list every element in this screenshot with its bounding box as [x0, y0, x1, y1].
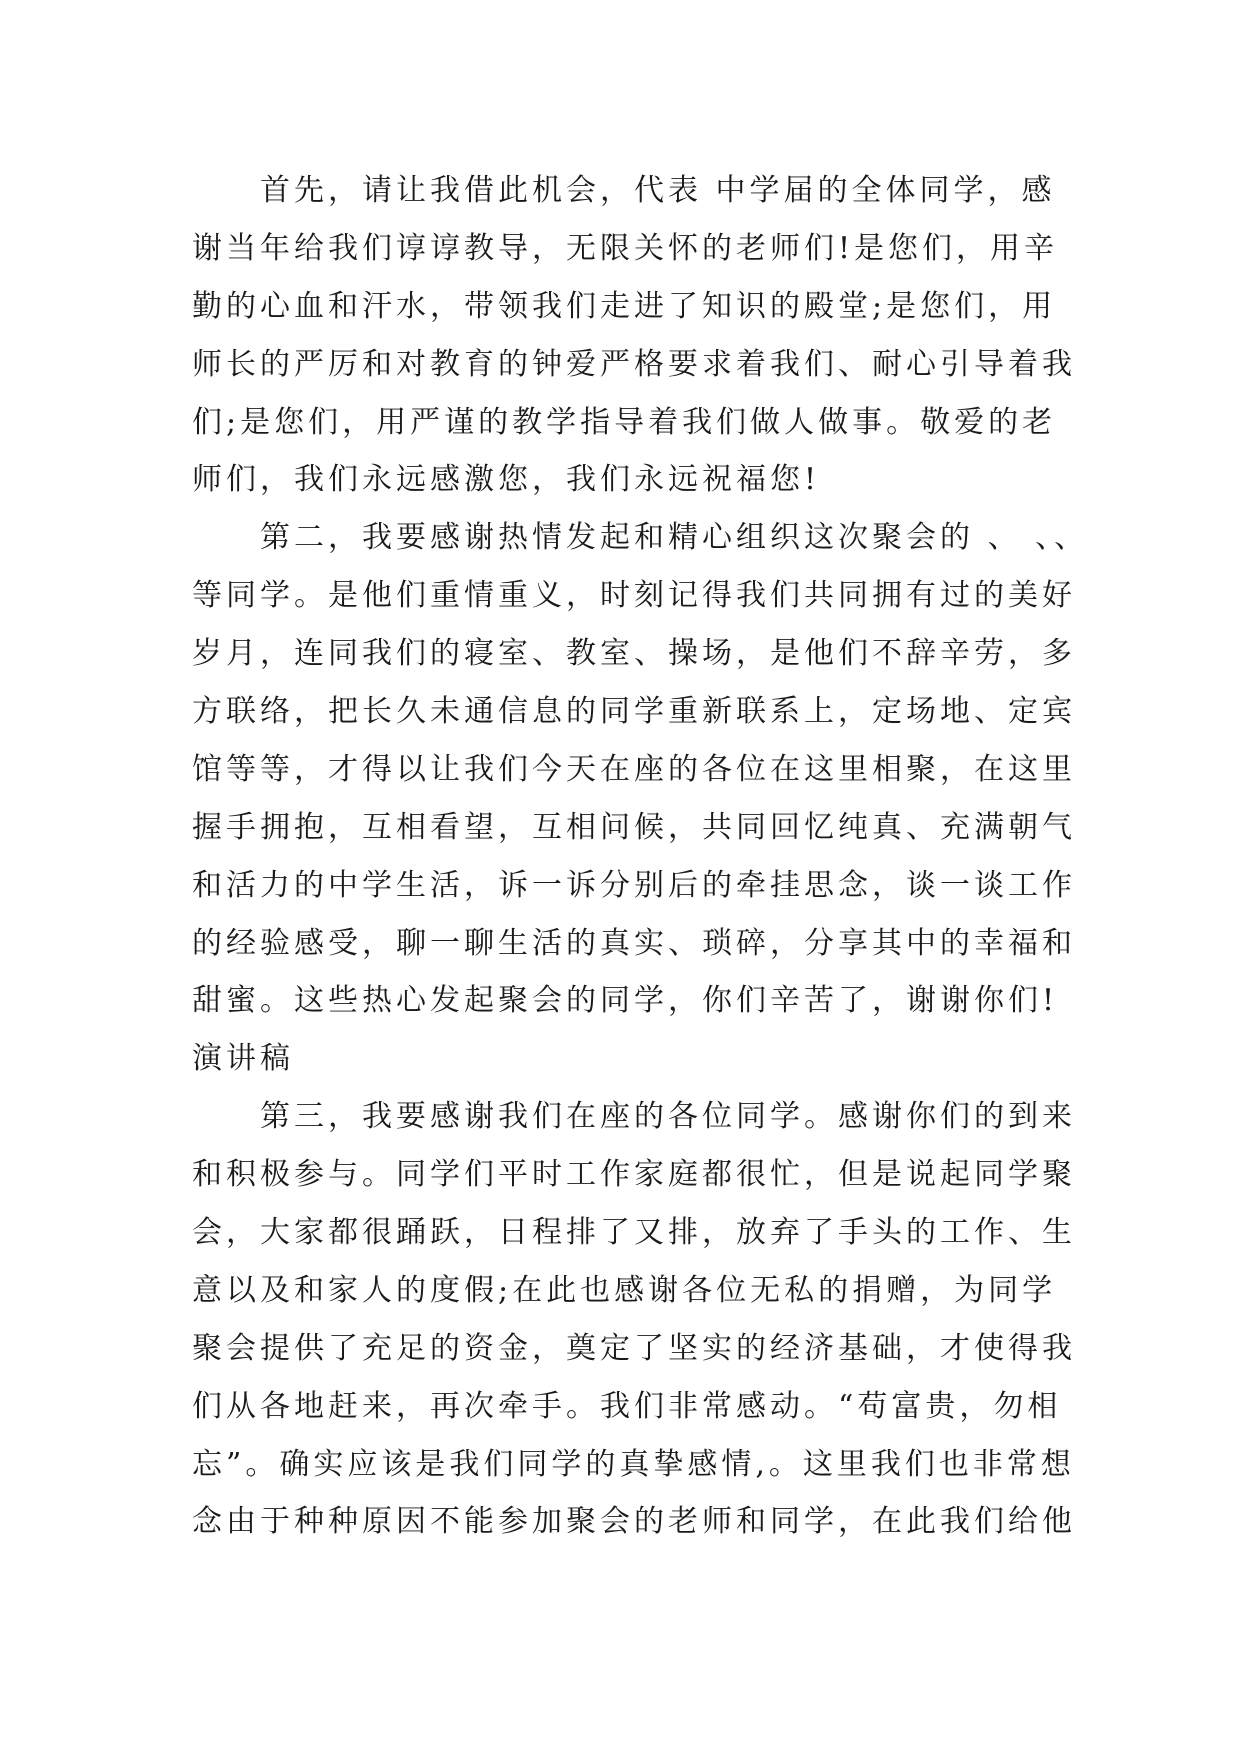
text-line: 念由于种种原因不能参加聚会的老师和同学，在此我们给他 [192, 1504, 1076, 1540]
text-line: 演讲稿 [192, 1041, 294, 1077]
text-line: 第三，我要感谢我们在座的各位同学。感谢你们的到来 [192, 1099, 1076, 1135]
text-line: 等同学。是他们重情重义，时刻记得我们共同拥有过的美好 [192, 578, 1076, 614]
text-line: 握手拥抱，互相看望，互相问候，共同回忆纯真、充满朝气 [192, 809, 1076, 845]
text-line: 馆等等，才得以让我们今天在座的各位在这里相聚，在这里 [192, 751, 1076, 787]
text-line: 谢当年给我们谆谆教导，无限关怀的老师们!是您们，用辛 [192, 230, 1059, 266]
text-line: 方联络，把长久未通信息的同学重新联系上，定场地、定宾 [192, 694, 1076, 730]
text-line: 师们，我们永远感激您，我们永远祝福您! [192, 462, 821, 498]
speech-text [192, 162, 1089, 1551]
text-line: 首先，请让我借此机会，代表 中学届的全体同学，感 [192, 173, 1056, 208]
text-line: 们;是您们，用严谨的教学指导着我们做人做事。敬爱的老 [192, 404, 1057, 440]
text-line: 师长的严厉和对教育的钟爱严格要求着我们、耐心引导着我 [192, 346, 1076, 382]
text-line: 意以及和家人的度假;在此也感谢各位无私的捐赠，为同学 [192, 1272, 1057, 1308]
text-line: 勤的心血和汗水，带领我们走进了知识的殿堂;是您们，用 [192, 288, 1057, 324]
text-line: 岁月，连同我们的寝室、教室、操场，是他们不辞辛劳，多 [192, 636, 1076, 672]
text-line: 甜蜜。这些热心发起聚会的同学，你们辛苦了，谢谢你们! [192, 983, 1059, 1019]
text-line: 和活力的中学生活，诉一诉分别后的牵挂思念，谈一谈工作 [192, 867, 1076, 903]
text-line: 第二，我要感谢热情发起和精心组织这次聚会的 、 、、 [192, 520, 1089, 556]
text-line: 们从各地赶来，再次牵手。我们非常感动。“苟富贵，勿相 [192, 1388, 1062, 1424]
text-line: 聚会提供了充足的资金，奠定了坚实的经济基础，才使得我 [192, 1330, 1076, 1366]
text-line: 的经验感受，聊一聊生活的真实、琐碎，分享其中的幸福和 [192, 925, 1076, 961]
text-line: 忘”。确实应该是我们同学的真挚感情,。这里我们也非常想 [192, 1446, 1075, 1482]
text-line: 会，大家都很踊跃，日程排了又排，放弃了手头的工作、生 [192, 1215, 1076, 1251]
text-line: 和积极参与。同学们平时工作家庭都很忙，但是说起同学聚 [192, 1157, 1076, 1193]
